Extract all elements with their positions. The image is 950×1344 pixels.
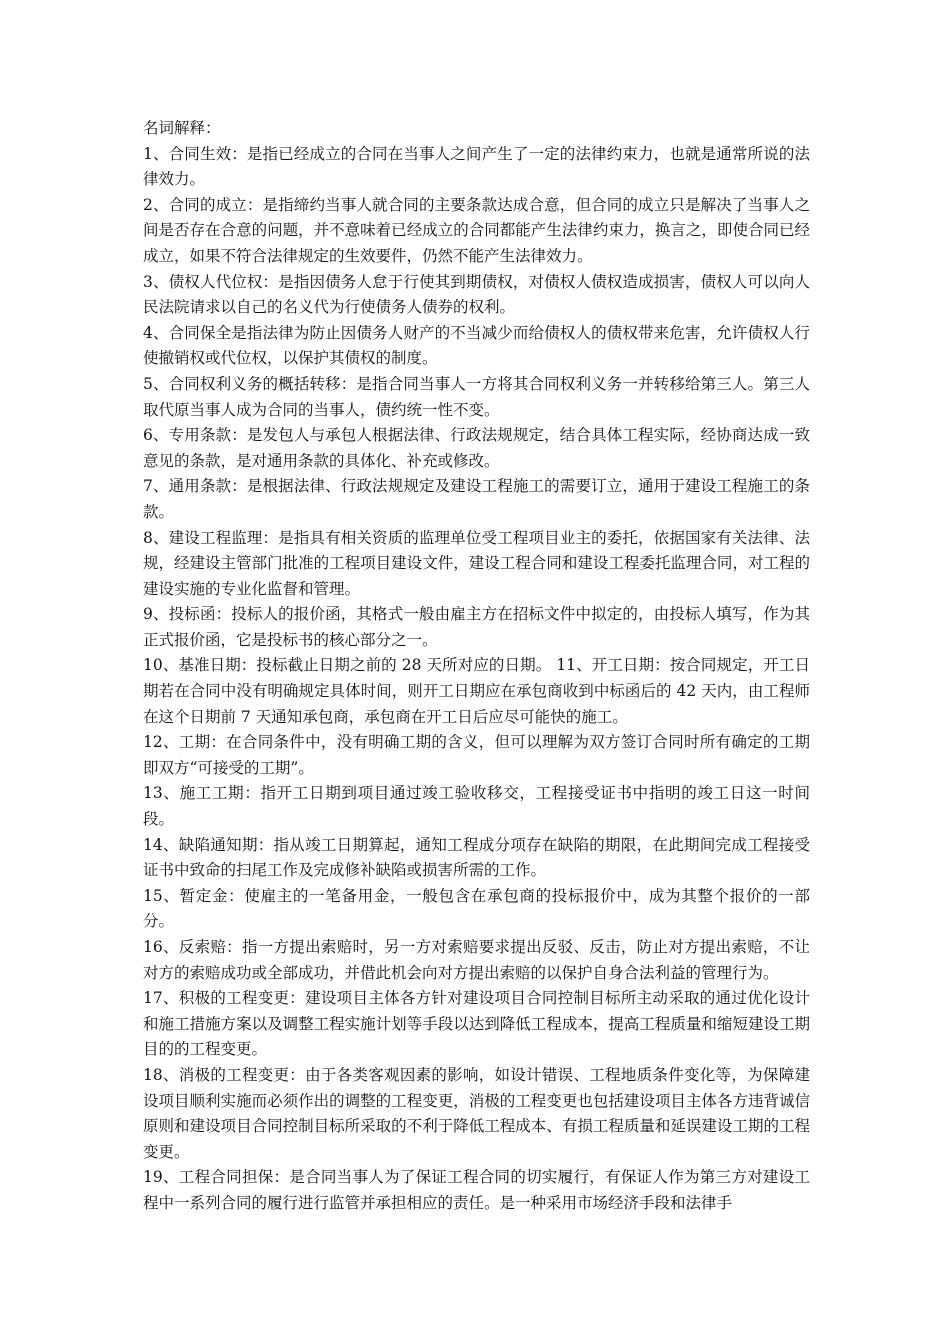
definition-entry-8: 8、建设工程监理：是指具有相关资质的监理单位受工程项目业主的委托，依据国家有关法律、法规，经建设主管部门批准的工程项目建设文件，建设工程合同和建设工程委托监理合同，对工程的建设实施的专业化监督和管理。: [143, 528, 810, 598]
definition-entry-5: 5、合同权利义务的概括转移：是指合同当事人一方将其合同权利义务一并转移给第三人。第三人取代原当事人成为合同的当事人，债约统一性不变。: [143, 374, 810, 419]
definition-entry-19: 19、工程合同担保：是合同当事人为了保证工程合同的切实履行，有保证人作为第三方对建设工程中一系列合同的履行进行监管并承担相应的责任。是一种采用市场经济手段和法律手: [143, 1168, 810, 1212]
definition-entry-14: 14、缺陷通知期：指从竣工日期算起，通知工程成分项存在缺陷的期限，在此期间完成工程接受证书中致命的扫尾工作及完成修补缺陷或损害所需的工作。: [143, 835, 810, 880]
definition-entry-13: 13、施工工期：指开工日期到项目通过竣工验收移交，工程接受证书中指明的竣工日这一时间段。: [143, 784, 810, 829]
document-heading: 名词解释：: [143, 119, 221, 137]
definition-entry-12: 12、工期：在合同条件中，没有明确工期的含义，但可以理解为双方签订合同时所有确定的工期即双方“可接受的工期”。: [143, 733, 810, 777]
definition-entry-7: 7、通用条款：是根据法律、行政法规规定及建设工程施工的需要订立，通用于建设工程施工的条款。: [143, 477, 810, 521]
definition-entry-16: 16、反索赔：指一方提出索赔时，另一方对索赔要求提出反驳、反击，防止对方提出索赔，不让对方的索赔成功或全部成功，并借此机会向对方提出索赔的以保护自身合法利益的管理行为。: [143, 938, 810, 982]
definition-entry-3: 3、债权人代位权：是指因债务人怠于行使其到期债权，对债权人债权造成损害，债权人可以向人民法院请求以自己的名义代为行使债务人债券的权利。: [143, 272, 810, 317]
definition-entry-1: 1、合同生效：是指已经成立的合同在当事人之间产生了一定的法律约束力，也就是通常所说的法律效力。: [143, 144, 810, 189]
definition-entry-9: 9、投标函：投标人的报价函，其格式一般由雇主方在招标文件中拟定的，由投标人填写，作为其正式报价函，它是投标书的核心部分之一。: [143, 605, 810, 649]
definition-entry-2: 2、合同的成立：是指缔约当事人就合同的主要条款达成合意，但合同的成立只是解决了当事人之间是否存在合意的问题，并不意味着已经成立的合同都能产生法律约束力，换言之，即使合同已经成立，如果不符合法律规定的生效要件，仍然不能产生法律效力。: [143, 195, 810, 265]
definition-entry-4: 4、合同保全是指法律为防止因债务人财产的不当减少而给债权人的债权带来危害，允许债权人行使撤销权或代位权，以保护其债权的制度。: [143, 323, 810, 368]
definition-entry-18: 18、消极的工程变更：由于各类客观因素的影响，如设计错误、工程地质条件变化等，为保障建设项目顺利实施而必须作出的调整的工程变更，消极的工程变更也包括建设项目主体各方违背诚信原则和建设项目合同控制目标所采取的不利于降低工程成本、有损工程质量和延误建设工期的工程变更。: [143, 1065, 810, 1161]
definition-entry-10: 10、基准日期：投标截止日期之前的 28 天所对应的日期。 11、开工日期：按合同规定，开工日期若在合同中没有明确规定具体时间，则开工日期应在承包商收到中标函后的 42 天内，由工程师在这个日期前 7 天通知承包商，承包商在开工日后应尽可能快的施工。: [143, 656, 810, 726]
definition-entry-17: 17、积极的工程变更：建设项目主体各方针对建设项目合同控制目标所主动采取的通过优化设计和施工措施方案以及调整工程实施计划等手段以达到降低工程成本，提高工程质量和缩短建设工期目的的工程变更。: [143, 989, 810, 1059]
definition-entry-6: 6、专用条款：是发包人与承包人根据法律、行政法规规定，结合具体工程实际，经协商达成一致意见的条款，是对通用条款的具体化、补充或修改。: [143, 426, 810, 470]
document-page: [143, 116, 810, 1217]
definition-entry-15: 15、暂定金：使雇主的一笔备用金，一般包含在承包商的投标报价中，成为其整个报价的一部分。: [143, 886, 810, 931]
